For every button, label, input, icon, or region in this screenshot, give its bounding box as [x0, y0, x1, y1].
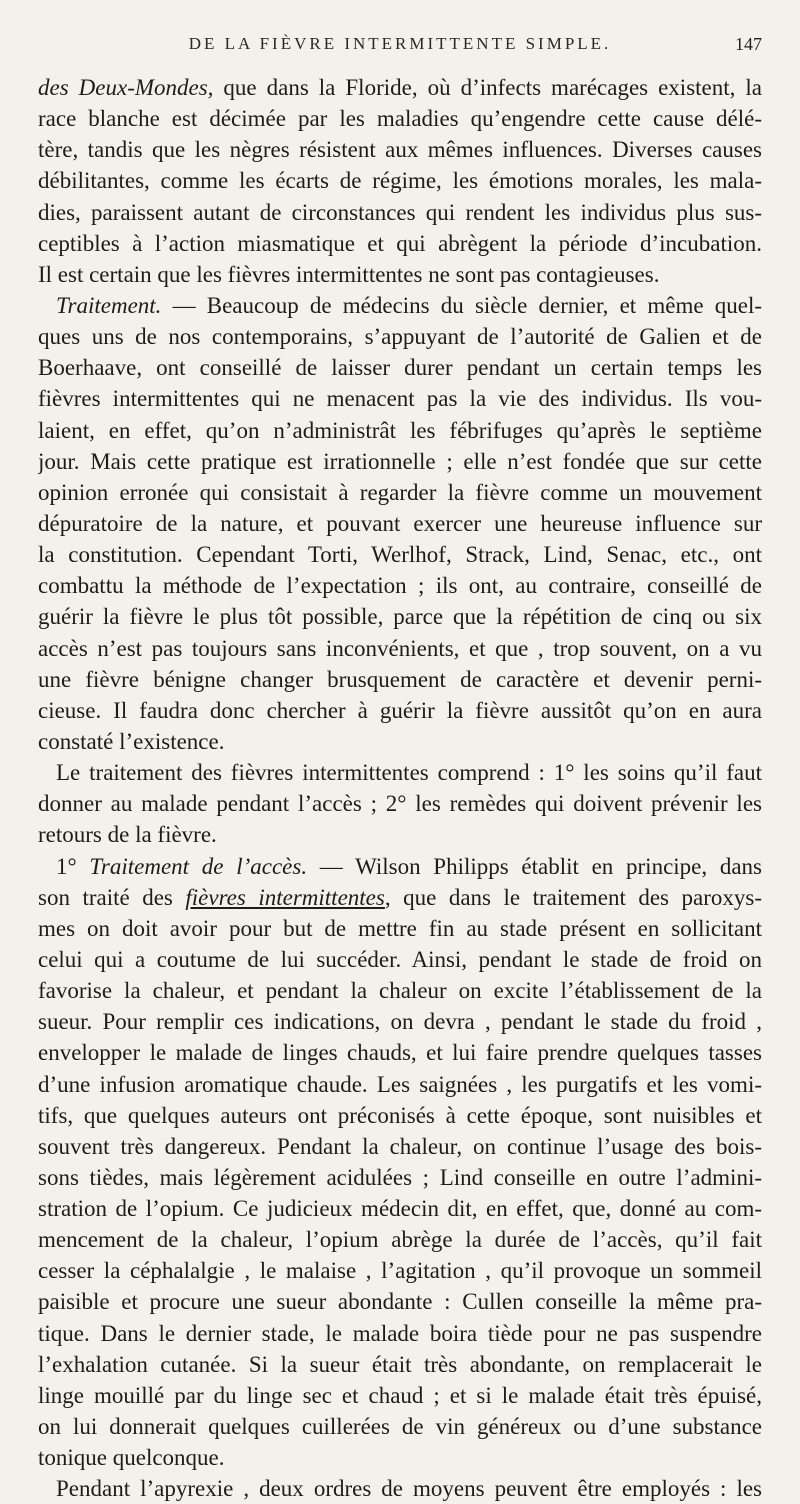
text-line — [38, 259, 762, 290]
text-segment: donner au malade pendant l’accès ; 2° les remèdes qui doivent prévenir les — [38, 791, 762, 817]
text-segment: tique. Dans le dernier stade, le malade boira tiède pour ne pas suspendre — [38, 1320, 762, 1346]
text-line — [38, 726, 762, 757]
text-line — [38, 819, 762, 850]
text-segment: cieuse. Il faudra donc chercher à guérir la fièvre aussitôt qu’on en aura — [38, 697, 762, 723]
text-line — [38, 1069, 762, 1100]
text-segment: sons tièdes, mais légèrement acidulées ; Lind conseille en outre l’admini- — [38, 1164, 762, 1190]
text-segment: Traitement de l’accès. — [89, 853, 308, 879]
text-line — [38, 290, 762, 321]
text-line — [38, 944, 762, 975]
text-segment: stration de l’opium. Ce judicieux médecin dit, en effet, que, donné au com- — [38, 1196, 762, 1222]
text-line — [38, 134, 762, 165]
text-segment: combattu la méthode de l’expectation ; ils ont, au contraire, conseillé de — [38, 573, 762, 599]
text-line — [38, 1349, 762, 1380]
text-segment: des Deux-Mondes, — [38, 75, 214, 100]
text-line — [38, 757, 762, 788]
text-segment: race blanche est décimée par les maladies qu’engendre cette cause délé- — [38, 106, 762, 132]
text-line — [38, 1131, 762, 1162]
text-segment: paisible et procure une sueur abondante : Cullen conseille la même pra- — [38, 1289, 762, 1315]
text-segment: constaté l’existence. — [38, 728, 225, 754]
text-segment: Il est certain que les fièvres intermittentes ne sont pas contagieuses. — [38, 261, 660, 287]
text-line — [38, 1006, 762, 1037]
text-line — [38, 508, 762, 539]
text-segment: envelopper le malade de linges chauds, et lui faire prendre quelques tasses — [38, 1040, 762, 1066]
text-segment: cesser la céphalalgie , le malaise , l’agitation , qu’il provoque un sommeil — [38, 1258, 762, 1284]
text-line — [38, 477, 762, 508]
text-segment: fièvres intermittentes qui ne menacent pas la vie des individus. Ils vou- — [38, 386, 762, 412]
text-line — [38, 383, 762, 414]
text-line — [38, 1100, 762, 1131]
text-line — [38, 197, 762, 228]
text-segment: , que dans le traitement des paroxys- — [384, 884, 762, 910]
text-line — [38, 352, 762, 383]
text-segment: tère, tandis que les nègres résistent aux mêmes influences. Diverses causes — [38, 137, 762, 163]
text-segment: Boerhaave, ont conseillé de laisser durer pendant un certain temps les — [38, 355, 762, 381]
text-segment: dépuratoire de la nature, et pouvant exercer une heureuse influence sur — [38, 510, 762, 536]
text-segment: l’exhalation cutanée. Si la sueur était très abondante, on remplacerait le — [38, 1351, 762, 1377]
text-segment: favorise la chaleur, et pendant la chaleur on excite l’établissement de la — [38, 978, 762, 1004]
text-segment: son traité des — [38, 884, 186, 910]
text-line — [38, 165, 762, 196]
text-segment: Traitement. — [56, 292, 162, 318]
text-segment: retours de la fièvre. — [38, 822, 217, 848]
text-segment: tifs, que quelques auteurs ont préconisés à cette époque, sont nuisibles et — [38, 1102, 762, 1128]
text-line — [38, 1193, 762, 1224]
text-segment: jour. Mais cette pratique est irrationnelle ; elle n’est fondée que sur cette — [38, 448, 762, 474]
text-segment: mes on doit avoir pour but de mettre fin au stade présent en sollicitant — [38, 915, 762, 941]
text-segment: accès n’est pas toujours sans inconvénients, et que , trop souvent, on a vu — [38, 635, 762, 661]
text-line — [38, 1037, 762, 1068]
text-line — [38, 1162, 762, 1193]
text-line — [38, 1224, 762, 1255]
text-segment: ceptibles à l’action miasmatique et qui abrègent la période d’incubation. — [38, 230, 762, 256]
text-line — [38, 851, 762, 882]
text-line — [38, 975, 762, 1006]
text-segment: opinion erronée qui consistait à regarder la fièvre comme un mouvement — [38, 479, 762, 505]
text-segment: guérir la fièvre le plus tôt possible, parce que la répétition de cinq ou six — [38, 604, 762, 630]
text-segment: que dans la Floride, où d’infects marécages existent, la — [213, 75, 762, 100]
text-segment: celui qui a coutume de lui succéder. Ainsi, pendant le stade de froid on — [38, 946, 762, 972]
text-segment: souvent très dangereux. Pendant la chaleur, on continue l’usage des bois- — [38, 1133, 762, 1159]
text-segment: Le traitement des fièvres intermittentes comprend : 1° les soins qu’il faut — [56, 760, 762, 786]
text-segment: fièvres intermittentes — [185, 884, 385, 910]
text-segment: laient, en effet, qu’on n’administrât les fébrifuges qu’après le septième — [38, 417, 762, 443]
text-line — [38, 633, 762, 664]
text-segment: mencement de la chaleur, l’opium abrège la durée de l’accès, qu’il fait — [38, 1227, 762, 1253]
text-segment: — Beaucoup de médecins du siècle dernier, et même quel- — [161, 292, 762, 318]
text-line — [38, 1380, 762, 1411]
text-segment: tonique quelconque. — [38, 1445, 225, 1471]
text-line — [38, 446, 762, 477]
page-header — [38, 34, 762, 64]
text-line — [38, 601, 762, 632]
text-segment: — Wilson Philipps établit en principe, dans — [307, 853, 762, 879]
text-segment: d’une infusion aromatique chaude. Les saignées , les purgatifs et les vomi- — [38, 1071, 762, 1097]
page-number: 147 — [735, 34, 762, 54]
text-line — [38, 72, 762, 103]
text-line — [38, 788, 762, 819]
running-title: DE LA FIÈVRE INTERMITTENTE SIMPLE. — [188, 34, 612, 53]
text-line — [38, 664, 762, 695]
text-line — [38, 539, 762, 570]
text-line — [38, 1442, 762, 1473]
text-segment: on lui donnerait quelques cuillerées de vin généreux ou d’une substance — [38, 1414, 762, 1440]
text-line — [38, 695, 762, 726]
text-line — [38, 882, 762, 913]
text-segment: 1° — [56, 853, 90, 879]
text-line — [38, 228, 762, 259]
text-segment: Pendant l’apyrexie , deux ordres de moyens peuvent être employés : les — [56, 1476, 762, 1502]
text-segment: linge mouillé par du linge sec et chaud ; et si le malade était très épuisé, — [38, 1382, 762, 1408]
text-line — [38, 913, 762, 944]
text-line — [38, 570, 762, 601]
text-segment: une fièvre bénigne changer brusquement de caractère et devenir perni- — [38, 666, 762, 692]
text-line — [38, 1473, 762, 1504]
body-text — [38, 72, 762, 1504]
text-segment: sueur. Pour remplir ces indications, on devra , pendant le stade du froid , — [38, 1009, 762, 1035]
text-line — [38, 103, 762, 134]
text-line — [38, 415, 762, 446]
text-line — [38, 1318, 762, 1349]
text-segment: dies, paraissent autant de circonstances qui rendent les individus plus sus- — [38, 199, 762, 225]
text-line — [38, 321, 762, 352]
text-line — [38, 1411, 762, 1442]
text-line — [38, 1255, 762, 1286]
text-segment: la constitution. Cependant Torti, Werlhof, Strack, Lind, Senac, etc., ont — [38, 542, 762, 568]
text-line — [38, 1286, 762, 1317]
text-segment: débilitantes, comme les écarts de régime, les émotions morales, les mala- — [38, 168, 762, 194]
text-segment: ques uns de nos contemporains, s’appuyant de l’autorité de Galien et de — [38, 324, 762, 350]
